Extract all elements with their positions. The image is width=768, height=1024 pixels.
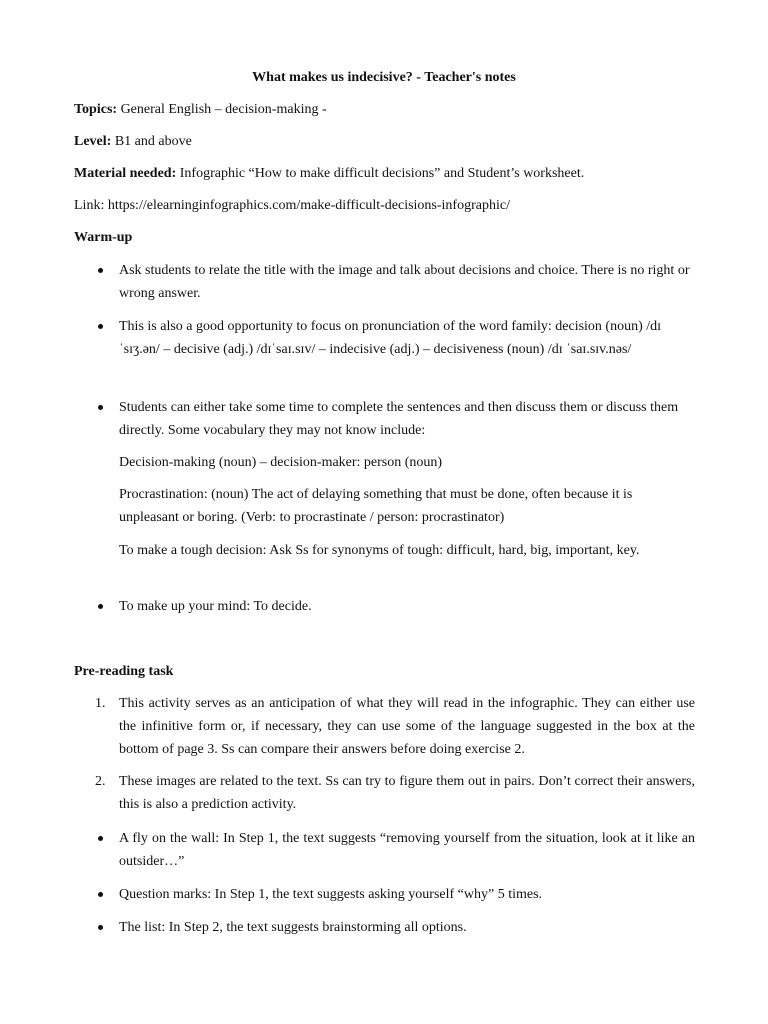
bullet-text: The list: In Step 2, the text suggests brainstorming all options.: [119, 920, 467, 935]
material-label: Material needed:: [74, 166, 177, 181]
warmup-bullet: [95, 595, 695, 618]
warmup-bullet: [95, 315, 695, 361]
bullet-icon: [98, 405, 103, 410]
item-number: 1.: [95, 696, 106, 711]
item-number: 2.: [95, 774, 106, 789]
prereading-bullet: [95, 916, 695, 939]
item-text: This activity serves as an anticipation of what they will read in the infographic. They can either use the infinitive form or, if necessary, they can use some of the language suggested in the box at the bottom of page 3. Ss can compare their answers before doing exercise 2.: [119, 696, 695, 757]
warmup-heading: Warm-up: [74, 230, 133, 245]
numbered-item: [95, 770, 695, 816]
item-text: These images are related to the text. Ss can try to figure them out in pairs. Don’t correct their answers, this is also a prediction activity.: [119, 774, 695, 812]
numbered-item: [95, 692, 695, 761]
bullet-text: To make up your mind: To decide.: [119, 599, 312, 614]
bullet-icon: [98, 268, 103, 273]
warmup-bullet: [95, 396, 695, 442]
prereading-bullet: [95, 883, 695, 906]
bullet-text: This is also a good opportunity to focus on pronunciation of the word family: decision (noun) /dɪˈsɪʒ.ən/ – decisive (adj.) /dɪˈsaɪ.sɪv/ – indecisive (adj.) – decisiveness (noun) /dɪ ˈsaɪ.sɪv.nəs/: [119, 319, 662, 357]
bullet-icon: [98, 836, 103, 841]
bullet-icon: [98, 604, 103, 609]
level-line: [74, 130, 714, 153]
page-title: What makes us indecisive? - Teacher's notes: [252, 70, 516, 85]
vocab-item: To make a tough decision: Ask Ss for synonyms of tough: difficult, hard, big, important, key.: [119, 543, 640, 558]
material-value: Infographic “How to make difficult decisions” and Student’s worksheet.: [176, 166, 585, 181]
bullet-text: Question marks: In Step 1, the text suggests asking yourself “why” 5 times.: [119, 887, 543, 902]
bullet-icon: [98, 925, 103, 930]
prereading-bullet: [95, 827, 695, 873]
bullet-icon: [98, 324, 103, 329]
warmup-bullet: [95, 259, 695, 305]
link-line[interactable]: Link: https://elearninginfographics.com/make-difficult-decisions-infographic/: [74, 198, 510, 213]
bullet-icon: [98, 892, 103, 897]
material-line: [74, 162, 714, 185]
bullet-text: A fly on the wall: In Step 1, the text suggests “removing yourself from the situation, look at it like an outsider…”: [119, 831, 695, 869]
prereading-heading: Pre-reading task: [74, 664, 174, 679]
topics-label: Topics:: [74, 102, 118, 117]
bullet-text: Students can either take some time to complete the sentences and then discuss them or discuss them directly. Some vocabulary they may not know include:: [119, 400, 679, 438]
topics-value: General English – decision-making -: [117, 102, 327, 117]
level-value: B1 and above: [111, 134, 192, 149]
level-label: Level:: [74, 134, 112, 149]
vocab-item: Procrastination: (noun) The act of delaying something that must be done, often because it is unpleasant or boring. (Verb: to procrastinate / person: procrastinator): [119, 487, 633, 525]
bullet-text: Ask students to relate the title with the image and talk about decisions and choice. There is no right or wrong answer.: [119, 263, 690, 301]
vocab-item: Decision-making (noun) – decision-maker: person (noun): [119, 455, 443, 470]
topics-line: [74, 98, 714, 121]
